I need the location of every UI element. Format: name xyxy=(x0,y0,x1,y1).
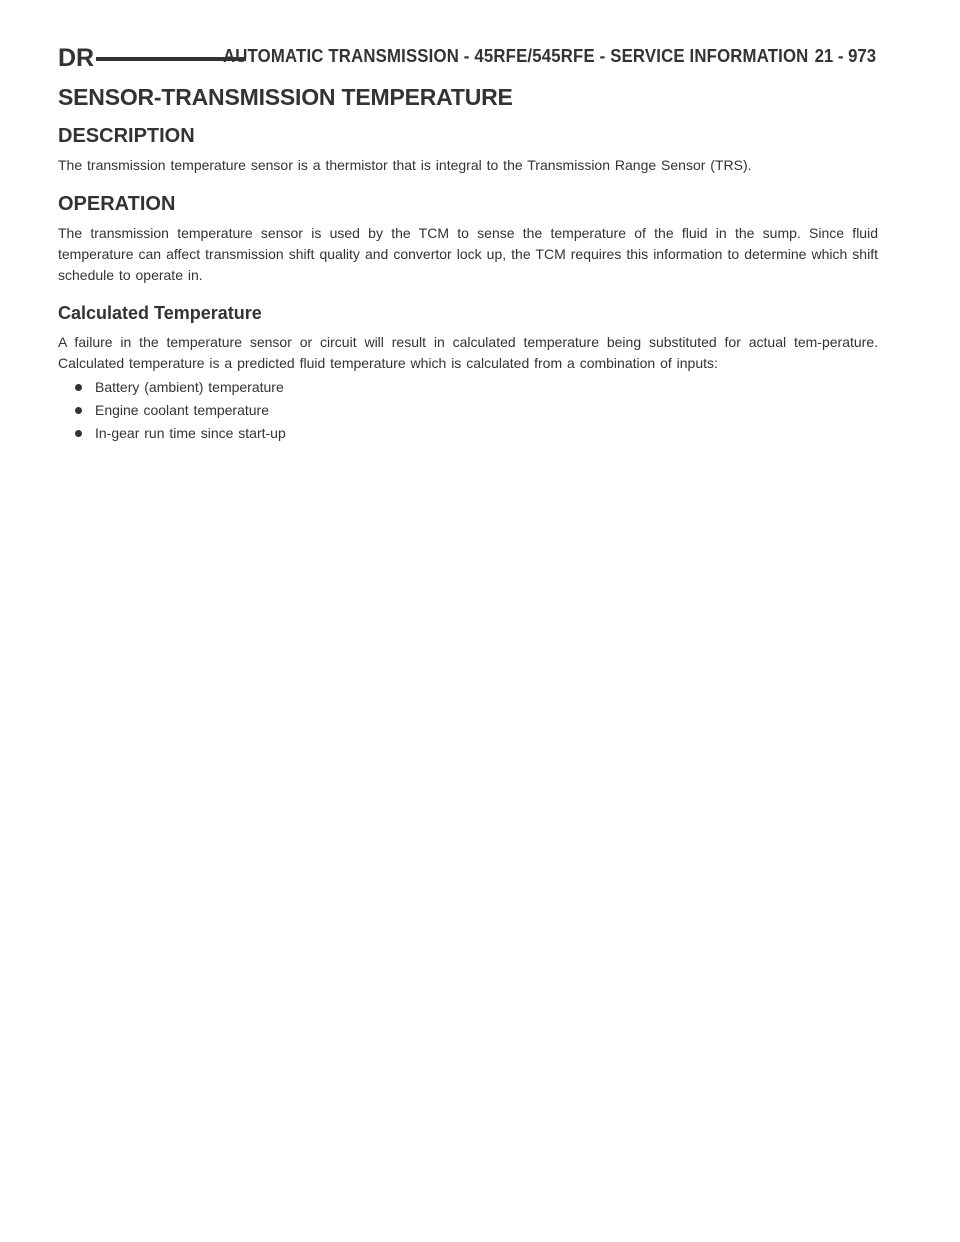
manual-title: AUTOMATIC TRANSMISSION - 45RFE/545RFE - SERVICE INFORMATION xyxy=(223,46,809,66)
list-item xyxy=(75,422,878,445)
page-title: SENSOR-TRANSMISSION TEMPERATURE xyxy=(58,84,513,110)
list-item xyxy=(75,399,878,422)
page-content xyxy=(58,84,878,445)
description-heading: DESCRIPTION xyxy=(58,125,195,147)
calculated-temperature-text: A failure in the temperature sensor or circuit will result in calculated temperature being substituted for actual tem-perature. Calculated temperature is a predicted fluid temperature which is calculated from a combination of inputs: xyxy=(58,334,878,371)
list-item-text: Battery (ambient) temperature xyxy=(95,379,284,395)
operation-heading: OPERATION xyxy=(58,193,176,215)
inputs-list xyxy=(58,376,878,445)
operation-text: The transmission temperature sensor is used by the TCM to sense the temperature of the fluid in the sump. Since fluid temperature can affect transmission shift quality and convertor lock up, the TCM requires this information to determine which shift schedule to operate in. xyxy=(58,225,878,283)
bullet-icon xyxy=(75,384,82,391)
page-header xyxy=(58,44,876,74)
list-item xyxy=(75,376,878,399)
bullet-icon xyxy=(75,407,82,414)
description-text: The transmission temperature sensor is a thermistor that is integral to the Transmission Range Sensor (TRS). xyxy=(58,157,752,173)
bullet-icon xyxy=(75,430,82,437)
list-item-text: Engine coolant temperature xyxy=(95,402,269,418)
calculated-temperature-heading: Calculated Temperature xyxy=(58,303,262,323)
section-code: DR xyxy=(58,44,95,72)
page-number: 21 - 973 xyxy=(814,46,876,66)
list-item-text: In-gear run time since start-up xyxy=(95,425,286,441)
